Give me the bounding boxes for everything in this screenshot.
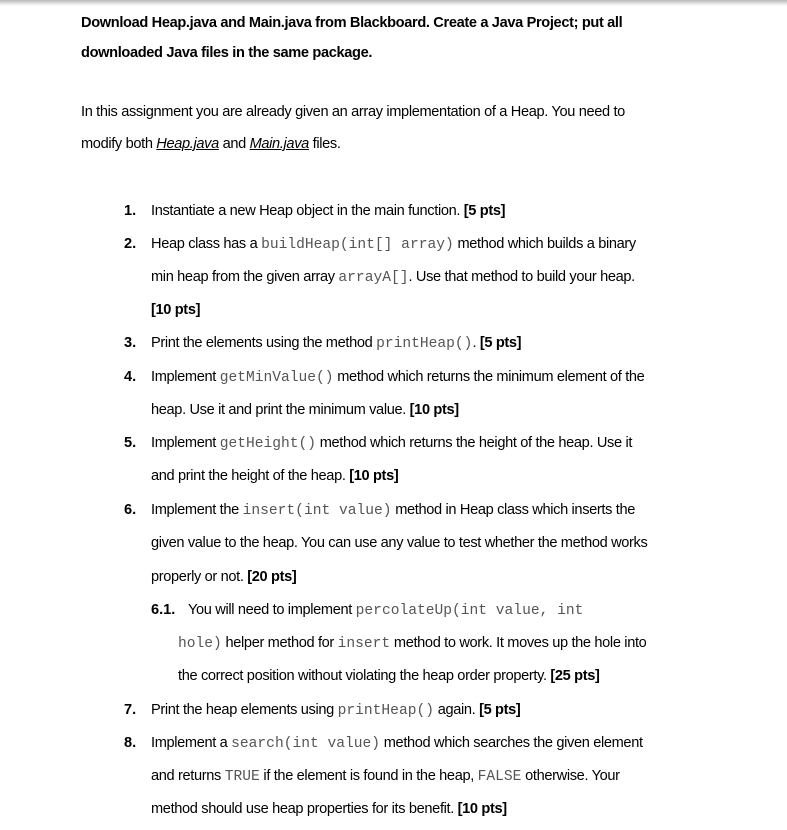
code-text: printHeap() bbox=[376, 336, 473, 352]
heap-java-link[interactable]: Heap.java bbox=[156, 136, 219, 152]
text: . Use that method to build your heap. bbox=[408, 269, 635, 285]
text: heap. Use it and print the minimum value. bbox=[151, 402, 410, 418]
code-text: percolateUp(int value, int bbox=[355, 603, 584, 619]
list-item-8-line-1 bbox=[151, 733, 643, 754]
text: properly or not. bbox=[151, 569, 248, 585]
points-label: [25 pts] bbox=[550, 668, 600, 684]
points-label: [10 pts] bbox=[457, 801, 507, 817]
text: method which returns the height of the heap. Use it bbox=[316, 435, 633, 451]
text: . bbox=[472, 335, 480, 351]
list-item-2-line-1 bbox=[151, 234, 636, 255]
text: Heap class has a bbox=[151, 236, 262, 252]
text: method should use heap properties for its benefit. bbox=[151, 801, 458, 817]
text: and print the height of the heap. bbox=[151, 468, 350, 484]
heading-line-1: Download Heap.java and Main.java from Blackboard. Create a Java Project; put all bbox=[81, 15, 623, 31]
item-number: 4. bbox=[124, 369, 137, 385]
list-item-8-line-3 bbox=[151, 799, 507, 819]
text: and returns bbox=[151, 768, 225, 784]
code-text: FALSE bbox=[477, 769, 522, 785]
list-item-3 bbox=[151, 333, 521, 354]
main-java-link[interactable]: Main.java bbox=[249, 136, 309, 152]
list-item-6-line-2: given value to the heap. You can use any value to test whether the method works bbox=[151, 535, 648, 551]
list-item-7 bbox=[151, 700, 520, 721]
item-number: 5. bbox=[124, 435, 137, 451]
text: Print the elements using the method bbox=[151, 335, 377, 351]
text: Instantiate a new Heap object in the main function. bbox=[151, 203, 464, 219]
text: Print the heap elements using bbox=[151, 702, 338, 718]
text: helper method for bbox=[221, 635, 338, 651]
list-item-6-line-1 bbox=[151, 500, 635, 521]
list-item-6-1-line-3 bbox=[178, 666, 600, 686]
item-number: 3. bbox=[124, 335, 137, 351]
code-text: buildHeap(int[] array) bbox=[261, 237, 454, 253]
points-label: [20 pts] bbox=[247, 569, 297, 585]
item-number: 8. bbox=[124, 735, 137, 751]
item-number: 7. bbox=[124, 702, 137, 718]
code-text: insert bbox=[337, 636, 391, 652]
top-shadow bbox=[0, 0, 787, 6]
intro-paragraph-line-1: In this assignment you are already given an array implementation of a Heap. You need to bbox=[81, 104, 625, 120]
text: method which builds a binary bbox=[453, 236, 636, 252]
text: You will need to implement bbox=[188, 602, 356, 618]
code-text: search(int value) bbox=[231, 736, 381, 752]
text: again. bbox=[433, 702, 480, 718]
list-item-4-line-2 bbox=[151, 400, 459, 420]
item-number: 2. bbox=[124, 236, 137, 252]
list-item-2-line-3: [10 pts] bbox=[151, 302, 201, 318]
code-text: arrayA[] bbox=[338, 270, 409, 286]
points-label: [10 pts] bbox=[349, 468, 399, 484]
code-text: printHeap() bbox=[337, 703, 434, 719]
code-text: insert(int value) bbox=[242, 503, 392, 519]
code-text: getHeight() bbox=[219, 436, 317, 452]
text: modify both bbox=[81, 136, 157, 152]
heading-line-2: downloaded Java files in the same package. bbox=[81, 45, 373, 61]
text: method to work. It moves up the hole into bbox=[390, 635, 647, 651]
list-item-2-line-2 bbox=[151, 267, 635, 288]
code-text: getMinValue() bbox=[219, 370, 334, 386]
text: Implement bbox=[151, 435, 220, 451]
list-item-5-line-1 bbox=[151, 433, 632, 454]
list-item-8-line-2 bbox=[151, 766, 620, 787]
text: Implement a bbox=[151, 735, 232, 751]
points-label: [10 pts] bbox=[409, 402, 459, 418]
text: method which searches the given element bbox=[380, 735, 643, 751]
list-item-4-line-1 bbox=[151, 367, 644, 388]
list-item-6-1-line-2 bbox=[178, 633, 646, 654]
code-text: hole) bbox=[178, 636, 222, 652]
list-item-5-line-2 bbox=[151, 466, 398, 486]
item-number: 6.1. bbox=[151, 602, 176, 618]
text: method in Heap class which inserts the bbox=[391, 502, 636, 518]
intro-paragraph-line-2 bbox=[81, 134, 341, 154]
code-text: TRUE bbox=[224, 769, 260, 785]
text: if the element is found in the heap, bbox=[259, 768, 478, 784]
text: otherwise. Your bbox=[521, 768, 620, 784]
text: and bbox=[218, 136, 250, 152]
item-number: 6. bbox=[124, 502, 137, 518]
points-label: [5 pts] bbox=[479, 335, 522, 351]
list-item-6-line-3 bbox=[151, 567, 296, 587]
text: the correct position without violating the heap order property. bbox=[178, 668, 551, 684]
list-item-1 bbox=[151, 201, 505, 221]
points-label: [5 pts] bbox=[479, 702, 521, 718]
text: Implement the bbox=[151, 502, 243, 518]
points-label: [5 pts] bbox=[463, 203, 506, 219]
list-item-6-1-line-1 bbox=[188, 600, 583, 621]
text: Implement bbox=[151, 369, 220, 385]
text: min heap from the given array bbox=[151, 269, 339, 285]
text: files. bbox=[308, 136, 341, 152]
text: method which returns the minimum element of the bbox=[333, 369, 645, 385]
item-number: 1. bbox=[124, 203, 137, 219]
